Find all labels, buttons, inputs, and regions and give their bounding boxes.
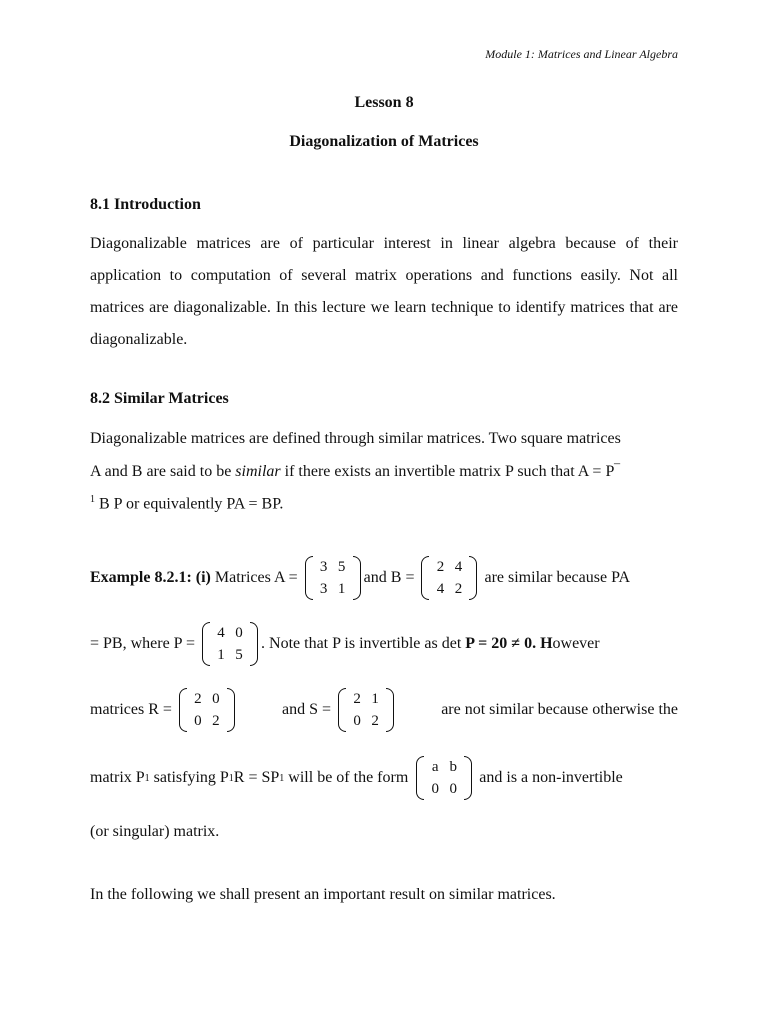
superscript-exponent: 1 [90,494,95,505]
example-line-5: (or singular) matrix. [90,823,220,840]
right-paren [250,622,258,666]
example-line-4 [90,756,623,800]
left-paren [421,556,429,600]
text-run: A and B are said to be [90,463,236,480]
text-run: matrices R = [90,701,176,718]
matrix-entry: 4 [217,625,225,641]
running-header: Module 1: Matrices and Linear Algebra [485,47,678,61]
text-run: satisfying P [149,769,229,786]
text-run: . Note that P is invertible as det [261,635,466,652]
matrix-s [338,688,394,732]
matrix-entry: 2 [194,691,202,707]
left-paren [179,688,187,732]
left-paren [416,756,424,800]
determinant-value: P = 20 ≠ 0. H [465,635,553,652]
text-run: and S = [282,701,336,718]
lesson-number: Lesson 8 [354,94,414,111]
text-run: are similar because PA [484,569,631,586]
subscript: 1 [144,772,150,784]
similar-paragraph-line-2 [90,463,620,481]
matrix-entry: 0 [194,713,202,729]
example-line-1 [90,556,630,600]
similar-paragraph-line-1: Diagonalizable matrices are defined through similar matrices. Two square matrices [90,430,621,447]
matrix-b [421,556,477,600]
matrix-entry: 4 [454,559,463,575]
matrix-entry: 2 [353,691,361,707]
text-run: B P or equivalently PA = BP. [95,495,284,513]
example-line-3 [90,688,678,732]
matrix-entry: 5 [235,647,243,663]
matrix-entry: 4 [436,581,445,597]
matrix-entry: 2 [436,559,445,575]
text-run: matrix P [90,769,145,786]
matrix-entry: 0 [353,713,361,729]
matrix-entry: 0 [235,625,243,641]
matrix-entry: 5 [337,559,346,575]
right-paren [227,688,235,732]
right-paren [386,688,394,732]
text-run: are not similar because otherwise the [441,701,678,718]
left-paren [338,688,346,732]
matrix-entry: 2 [371,713,379,729]
right-paren [464,756,472,800]
left-paren [305,556,313,600]
text-run: will be of the form [284,769,409,786]
matrix-entry: 1 [337,581,346,597]
text-run: and B = [363,569,419,586]
matrix-form [416,756,472,800]
matrix-r [179,688,235,732]
example-line-2 [90,622,600,666]
right-paren [469,556,477,600]
text-run: R = SP [233,769,280,786]
matrix-entry: 0 [449,781,458,797]
text-run: owever [552,635,600,652]
example-label: Example 8.2.1: (i) [90,569,211,586]
matrix-p [202,622,258,666]
section-heading-introduction: 8.1 Introduction [90,196,201,213]
introduction-paragraph: Diagonalizable matrices are of particular interest in linear algebra because of their application to computation of several matrix operations and functions easily. Not all matrices are diagonalizable. In this lecture we learn technique to identify matrices that are diagonalizable. [90,235,678,348]
matrix-entry: 0 [431,781,440,797]
section-heading-similar-matrices: 8.2 Similar Matrices [90,390,229,407]
matrix-entry: a [431,759,439,775]
text-run: Matrices A = [210,569,302,586]
similar-paragraph-line-3 [90,494,283,513]
superscript-mark: ‾ [614,463,620,480]
lesson-title: Diagonalization of Matrices [289,133,479,150]
closing-sentence: In the following we shall present an important result on similar matrices. [90,886,556,903]
matrix-entry: 2 [454,581,463,597]
subscript: 1 [228,772,234,784]
matrix-entry: 1 [217,647,225,663]
subscript: 1 [279,772,285,784]
matrix-entry: b [449,759,458,775]
matrix-entry: 2 [212,713,220,729]
left-paren [202,622,210,666]
similar-term: similar [235,463,281,480]
right-paren [353,556,361,600]
text-run: if there exists an invertible matrix P such that A = P [280,463,615,480]
text-run: and is a non-invertible [479,769,623,786]
text-run: = PB, where P = [90,635,200,652]
matrix-entry: 0 [212,691,220,707]
matrix-entry: 3 [319,559,328,575]
matrix-entry: 3 [319,581,328,597]
matrix-a [305,556,361,600]
matrix-entry: 1 [371,691,379,707]
